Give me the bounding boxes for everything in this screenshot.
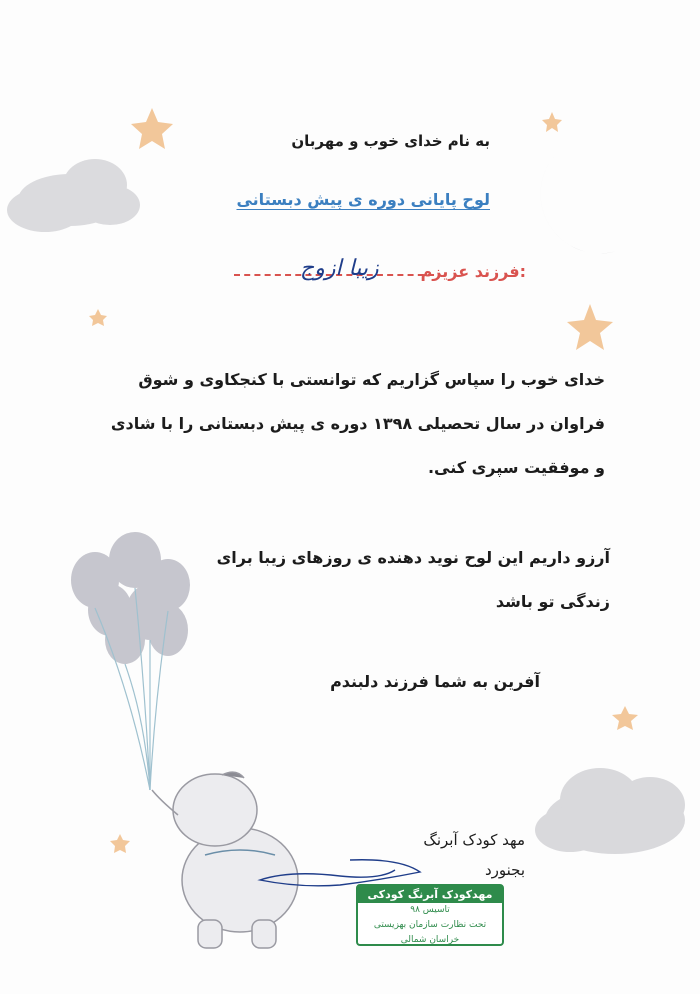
star-icon <box>110 834 130 853</box>
message-paragraph-2: آرزو داریم این لوح نوید دهنده ی روزهای زیبا برای زندگی تو باشد <box>216 548 610 611</box>
star-icon <box>612 706 638 730</box>
stamp-supervision: تحت نظارت سازمان بهزیستی خراسان شمالی <box>373 920 487 945</box>
recipient-name: زیبا ازوج <box>300 256 379 281</box>
official-stamp <box>356 884 504 946</box>
closing-line: آفرین به شما فرزند دلبندم <box>330 672 540 691</box>
signature-block <box>330 825 525 885</box>
basmala-heading: به نام خدای خوب و مهربان <box>291 132 490 150</box>
cloud-icon <box>7 159 140 232</box>
moon-icon <box>541 150 640 253</box>
recipient-row <box>220 256 526 290</box>
stamp-name: مهدکودک آبرنگ کودکی <box>358 886 502 903</box>
elephant-icon <box>152 772 298 948</box>
certificate-title: لوح پایانی دوره ی پیش دبستانی <box>236 190 490 209</box>
message-paragraph-1: خدای خوب را سپاس گزاریم که توانستی با کنجکاوی و شوق فراوان در سال تحصیلی ۱۳۹۸ دوره ی پیش دبستانی را با شادی و موفقیت سپری کنی. <box>110 370 605 477</box>
star-icon <box>89 309 107 326</box>
recipient-label: فرزند عزیزم: <box>420 262 526 281</box>
balloons-icon <box>71 532 190 790</box>
cloud-icon <box>535 768 685 854</box>
stamp-established: تاسیس ۹۸ <box>410 905 450 915</box>
signature-city: بجنورد <box>484 861 525 879</box>
star-icon <box>542 112 562 132</box>
signature-org: مهد کودک آبرنگ <box>423 831 525 849</box>
star-icon <box>567 304 613 350</box>
